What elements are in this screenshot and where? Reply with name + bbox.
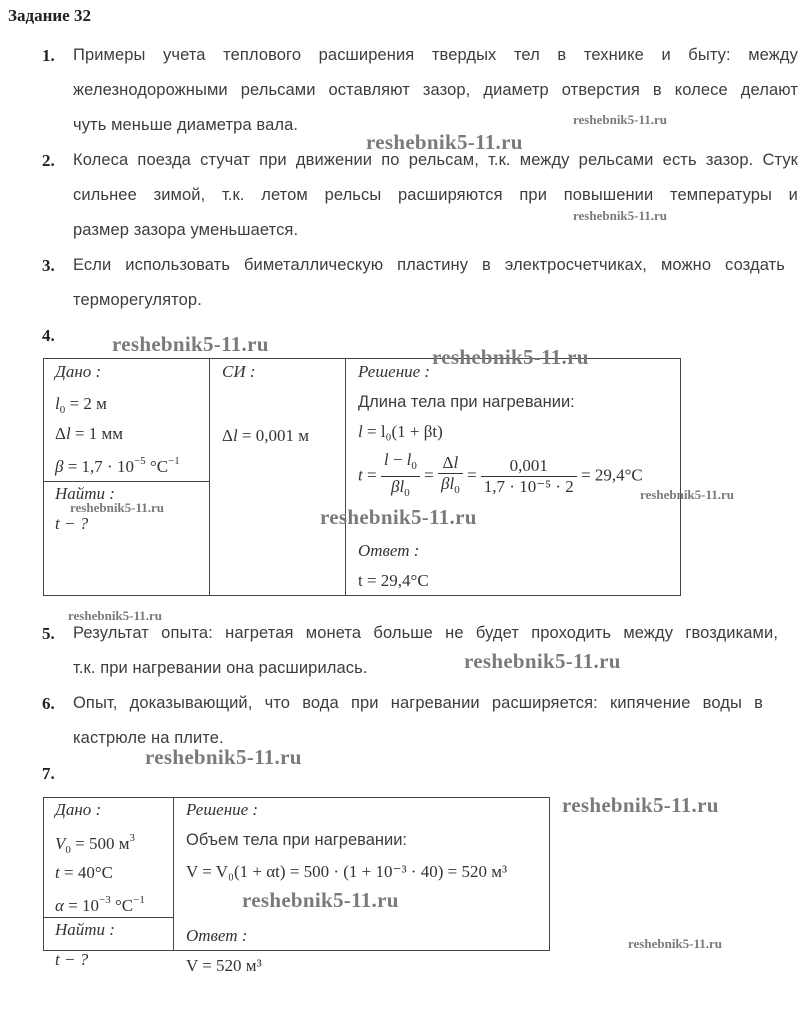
item-1-line-1: Примеры учета теплового расширения твердых тел в технике и быту: между: [73, 46, 798, 64]
t4-l0: $l_0 = 2$ м: [55, 394, 107, 416]
t4-dl: Δl = 1 мм: [55, 424, 124, 443]
t7-find-label: Найти :: [55, 920, 115, 939]
watermark: reshebnik5-11.ru: [640, 487, 735, 502]
item-2-line-3: размер зазора уменьшается.: [73, 221, 299, 239]
watermark: reshebnik5-11.ru: [112, 332, 269, 356]
t4-calculation: t = $\frac{l - l_0}{\beta l_0}$ = $\frac{\Delta l}{\beta l_0}$ = $\frac{0,001}{\text{1,7 · 10⁻⁵ · 2}}$ = 29,4°C: [358, 450, 643, 499]
t4-beta: $\beta = 1,7 \cdot 10^{-5}$ $^\circ C^{-1}$: [55, 455, 180, 476]
item-5-line-1: Результат опыта: нагретая монета больше не будет проходить между гвоздиками,: [73, 624, 778, 642]
t4-solution-text: Длина тела при нагревании:: [358, 393, 575, 411]
item-2-number: 2.: [42, 151, 55, 170]
watermark: reshebnik5-11.ru: [628, 936, 723, 951]
t4-answer-label: Ответ :: [358, 541, 420, 560]
watermark: reshebnik5-11.ru: [68, 608, 163, 623]
t7-solution-text: Объем тела при нагревании:: [186, 831, 408, 849]
t7-answer: V = 520 м³: [186, 956, 262, 975]
item-5-line-2: т.к. при нагревании она расширилась.: [73, 659, 368, 677]
item-6-number: 6.: [42, 694, 55, 713]
t4-given-label: Дано :: [55, 362, 102, 381]
t7-t: t = 40°C: [55, 863, 113, 882]
watermark: reshebnik5-11.ru: [573, 112, 668, 127]
watermark: reshebnik5-11.ru: [432, 345, 589, 369]
item-2-line-1: Колеса поезда стучат при движении по рельсам, т.к. между рельсами есть зазор. Стук: [73, 151, 798, 169]
item-6-line-2: кастрюле на плите.: [73, 729, 224, 747]
item-5-number: 5.: [42, 624, 55, 643]
t7-alpha: $\alpha = 10^{-3}$ $^\circ C^{-1}$: [55, 894, 145, 915]
t4-find-label: Найти :: [55, 484, 115, 503]
item-3-line-1: Если использовать биметаллическую пластину в электросчетчиках, можно создать: [73, 256, 785, 274]
watermark: reshebnik5-11.ru: [145, 745, 302, 769]
t4-si-dl: Δl = 0,001 м: [222, 426, 310, 445]
t7-find: t − ?: [55, 950, 89, 969]
t4-answer: t = 29,4°C: [358, 571, 429, 590]
t4-solution-label: Решение :: [358, 362, 431, 381]
t7-v0: $V_0 = 500$ $м^3$: [55, 832, 135, 856]
item-3-number: 3.: [42, 256, 55, 275]
t4-si-label: СИ :: [222, 362, 256, 381]
t7-answer-label: Ответ :: [186, 926, 248, 945]
task-title: Задание 32: [8, 6, 91, 25]
watermark: reshebnik5-11.ru: [573, 208, 668, 223]
t4-formula-1: l = l₀(1 + βt): [358, 422, 443, 441]
watermark: reshebnik5-11.ru: [366, 130, 523, 154]
item-1-line-2: железнодорожными рельсами оставляют зазор, диаметр отверстия в колесе делают: [73, 81, 798, 99]
item-2-line-2: сильнее зимой, т.к. летом рельсы расширяются при повышении температуры и: [73, 186, 798, 204]
item-3-line-2: терморегулятор.: [73, 291, 202, 309]
item-6-line-1: Опыт, доказывающий, что вода при нагревании расширяется: кипячение воды в: [73, 694, 763, 712]
item-7-number: 7.: [42, 764, 55, 783]
item-1-number: 1.: [42, 46, 55, 65]
t7-formula: V = V₀(1 + αt) = 500 · (1 + 10⁻³ · 40) = 520 м³: [186, 862, 508, 881]
t7-given-label: Дано :: [55, 800, 102, 819]
item-4-number: 4.: [42, 326, 55, 345]
watermark: reshebnik5-11.ru: [562, 793, 719, 817]
watermark: reshebnik5-11.ru: [320, 505, 477, 529]
t4-find: t − ?: [55, 514, 89, 533]
watermark: reshebnik5-11.ru: [70, 500, 165, 515]
watermark: reshebnik5-11.ru: [242, 888, 399, 912]
watermark: reshebnik5-11.ru: [464, 649, 621, 673]
t7-solution-label: Решение :: [186, 800, 259, 819]
item-1-line-3: чуть меньше диаметра вала.: [73, 116, 299, 134]
